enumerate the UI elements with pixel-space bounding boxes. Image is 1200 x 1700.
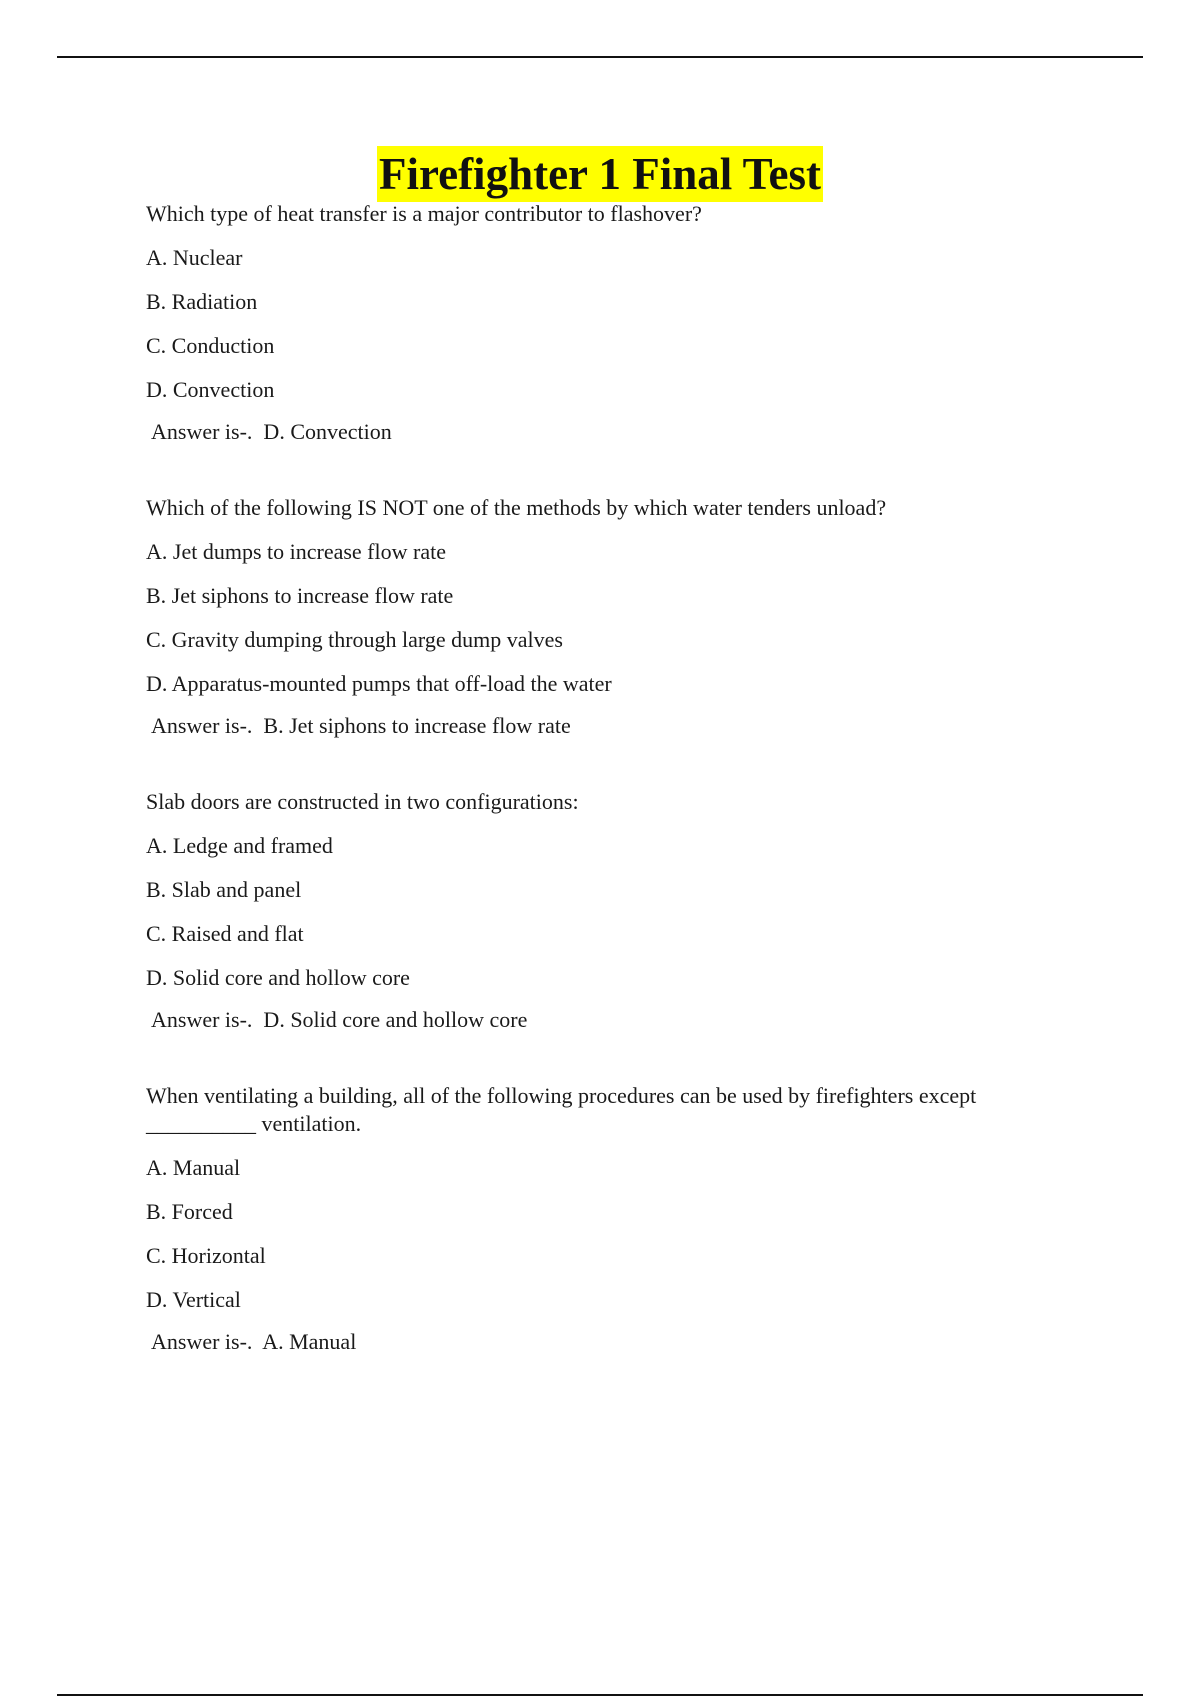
bottom-rule [57,1694,1143,1696]
answer-line: Answer is-. B. Jet siphons to increase flow rate [151,713,571,738]
option-a: A. Ledge and framed [146,833,333,858]
option-d: D. Solid core and hollow core [146,965,410,990]
option-d: D. Apparatus-mounted pumps that off-load the water [146,671,612,696]
option-c: C. Raised and flat [146,921,304,946]
question-block [146,198,1076,446]
option-b: B. Radiation [146,289,258,314]
question-list [146,198,1076,1402]
question-text: Slab doors are constructed in two configurations: [146,789,579,814]
option-a: A. Jet dumps to increase flow rate [146,539,446,564]
option-c: C. Gravity dumping through large dump valves [146,627,563,652]
option-b: B. Slab and panel [146,877,302,902]
question-block [146,1080,1076,1356]
option-c: C. Horizontal [146,1243,266,1268]
question-block [146,786,1076,1034]
option-a: A. Manual [146,1155,241,1180]
option-d: D. Vertical [146,1287,241,1312]
answer-line: Answer is-. D. Solid core and hollow core [151,1007,528,1032]
option-a: A. Nuclear [146,245,243,270]
question-text: Which type of heat transfer is a major contributor to flashover? [146,201,702,226]
top-rule [57,56,1143,58]
title-block [0,146,1200,202]
answer-line: Answer is-. A. Manual [151,1329,357,1354]
option-d: D. Convection [146,377,275,402]
option-b: B. Jet siphons to increase flow rate [146,583,454,608]
option-c: C. Conduction [146,333,275,358]
answer-line: Answer is-. D. Convection [151,419,392,444]
document-title: Firefighter 1 Final Test [377,146,823,202]
question-block [146,492,1076,740]
option-b: B. Forced [146,1199,233,1224]
question-text: When ventilating a building, all of the following procedures can be used by firefighters except __________ ventilation. [146,1083,977,1136]
question-text: Which of the following IS NOT one of the methods by which water tenders unload? [146,495,887,520]
